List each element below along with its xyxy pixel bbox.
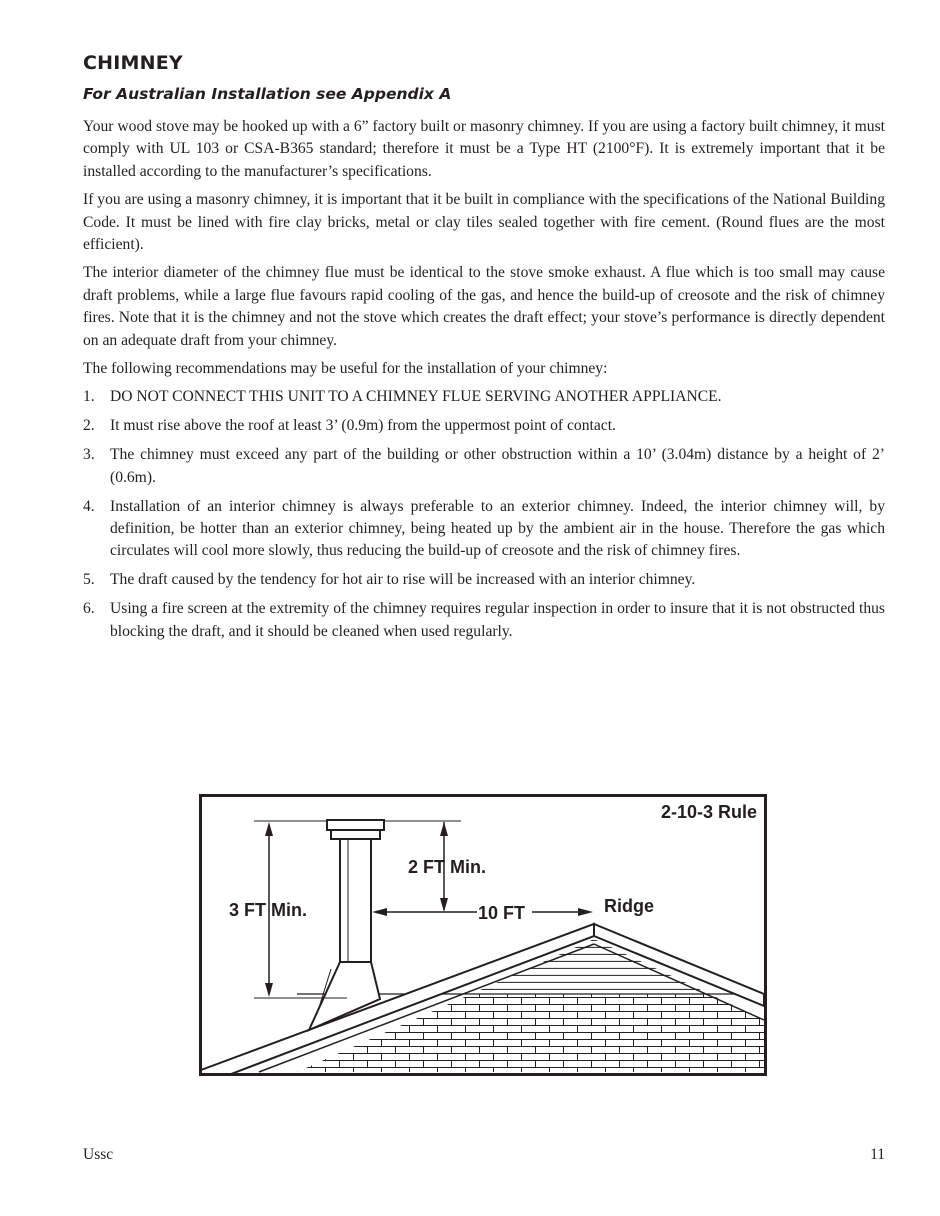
list-item [83, 496, 885, 563]
list-item-text: The draft caused by the tendency for hot air to rise will be increased with an interior chimney. [110, 571, 696, 589]
list-item [83, 569, 885, 591]
diagram-title: 2-10-3 Rule [660, 802, 757, 822]
label-2ft-min: 2 FT Min. [408, 857, 486, 877]
paragraph-masonry-chimney: If you are using a masonry chimney, it is important that it be built in compliance with the specifications of the National Building Code. It must be lined with fire clay bricks, metal or clay tiles sealed together with fire cement. (Round flues are the most efficient). [83, 191, 885, 254]
list-item-text: Using a fire screen at the extremity of the chimney requires regular inspection in order to insure that it is not obstructed thus blocking the draft, and it should be cleaned when used regularly. [110, 600, 885, 640]
section-heading: CHIMNEY [83, 52, 183, 74]
list-item-text: It must rise above the roof at least 3’ (0.9m) from the uppermost point of contact. [110, 417, 616, 435]
section-subheading: For Australian Installation see Appendix A [83, 85, 452, 103]
list-item [83, 444, 885, 489]
list-item [83, 598, 885, 643]
diagram-svg [199, 794, 767, 1076]
list-item-number: 6. [83, 600, 95, 618]
list-item [83, 415, 885, 437]
page-number: 11 [870, 1146, 885, 1163]
list-item-number: 1. [83, 388, 95, 406]
list-item [83, 386, 885, 408]
body-text [83, 116, 885, 650]
list-item-number: 3. [83, 446, 95, 464]
paragraph-recommendations-intro: The following recommendations may be useful for the installation of your chimney: [83, 360, 608, 378]
list-item-text: The chimney must exceed any part of the building or other obstruction within a 10’ (3.04m) distance by a height of 2’ (0.6m). [110, 446, 885, 486]
recommendations-list [83, 386, 885, 643]
footer-brand: Ussc [83, 1146, 114, 1163]
label-10ft: 10 FT [478, 903, 526, 923]
paragraph-flue-diameter: The interior diameter of the chimney flue must be identical to the stove smoke exhaust. A flue which is too small may cause draft problems, while a large flue favours rapid cooling of the gas, and hence the build-up of creosote and the risk of chimney fires. Note that it is the chimney and not the stove which creates the draft effect; your stove’s performance is directly dependent on an adequate draft from your chimney. [83, 264, 885, 349]
label-3ft-min: 3 FT Min. [229, 900, 307, 920]
paragraph-factory-chimney: Your wood stove may be hooked up with a 6” factory built or masonry chimney. If you are using a factory built chimney, it must comply with UL 103 or CSA-B365 standard; therefore it must be a Type HT (2100°F). It is extremely important that it be installed according to the manufacturer’s specifications. [83, 118, 885, 180]
list-item-text: DO NOT CONNECT THIS UNIT TO A CHIMNEY FLUE SERVING ANOTHER APPLIANCE. [110, 388, 722, 406]
label-ridge: Ridge [604, 896, 655, 916]
list-item-number: 5. [83, 571, 95, 589]
list-item-number: 2. [83, 417, 95, 435]
chimney-rule-diagram [199, 794, 767, 1076]
list-item-number: 4. [83, 497, 95, 515]
list-item-text: Installation of an interior chimney is always preferable to an exterior chimney. Indeed, the interior chimney will, by definition, be hotter than an exterior chimney, being heated up by the ambient air in the house. Therefore the gas which circulates will cool more slowly, thus reducing the build-up of creosote and the risk of chimney fires. [110, 497, 885, 560]
